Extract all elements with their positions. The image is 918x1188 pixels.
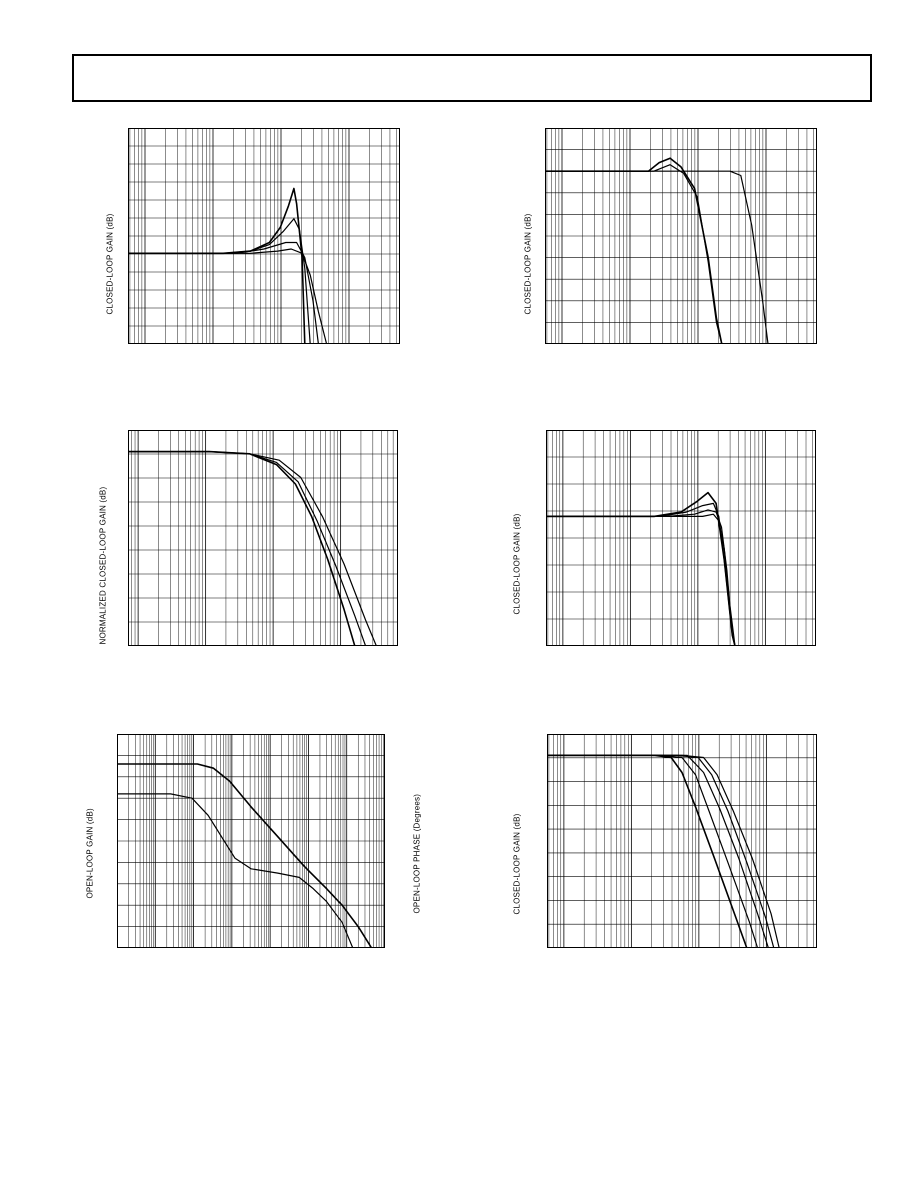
chart-closed-loop-gain-2: [545, 128, 817, 344]
c1-series-line: [128, 243, 318, 345]
chart-closed-loop-gain-3: [546, 430, 816, 646]
c4-grid: [546, 430, 816, 646]
c6-series-line: [547, 755, 768, 948]
c4-series-line: [546, 514, 735, 646]
c3-ylabel: NORMALIZED CLOSED-LOOP GAIN (dB): [98, 486, 108, 645]
c1-ylabel: CLOSED-LOOP GAIN (dB): [105, 213, 115, 315]
c6-grid: [547, 734, 817, 948]
c3-series-line: [128, 452, 355, 646]
c4-ylabel: CLOSED-LOOP GAIN (dB): [512, 513, 522, 615]
c2-grid: [545, 128, 817, 344]
chart-closed-loop-gain-1: [128, 128, 400, 344]
c1-series-line: [128, 219, 310, 344]
c6-frame: [548, 735, 817, 948]
chart-open-loop: [117, 734, 385, 948]
c5-ylabel: OPEN-LOOP GAIN (dB): [85, 808, 95, 899]
c5-grid: [117, 734, 385, 948]
c6-series-line: [547, 755, 747, 948]
c3-series-line: [128, 452, 376, 646]
c2-series-line: [545, 158, 722, 344]
chart-normalized-gain: [128, 430, 398, 646]
c2-ylabel: CLOSED-LOOP GAIN (dB): [523, 213, 533, 315]
c6-series-line: [547, 755, 774, 948]
c6-series-line: [547, 755, 758, 948]
c3-grid: [128, 430, 398, 646]
c6-ylabel: CLOSED-LOOP GAIN (dB): [512, 813, 522, 915]
c3-frame: [129, 431, 398, 646]
c1-grid: [128, 128, 400, 344]
c4-series-line: [546, 510, 735, 646]
page-header-box: [72, 54, 872, 102]
c1-series-line: [128, 189, 305, 345]
c5-series-line: [117, 794, 353, 948]
c6-series-line: [547, 755, 779, 948]
c4-series-line: [546, 503, 735, 646]
c1-series-line: [128, 249, 327, 344]
chart-closed-loop-gain-4: [547, 734, 817, 948]
c5-y2label: OPEN-LOOP PHASE (Degrees): [412, 793, 422, 914]
